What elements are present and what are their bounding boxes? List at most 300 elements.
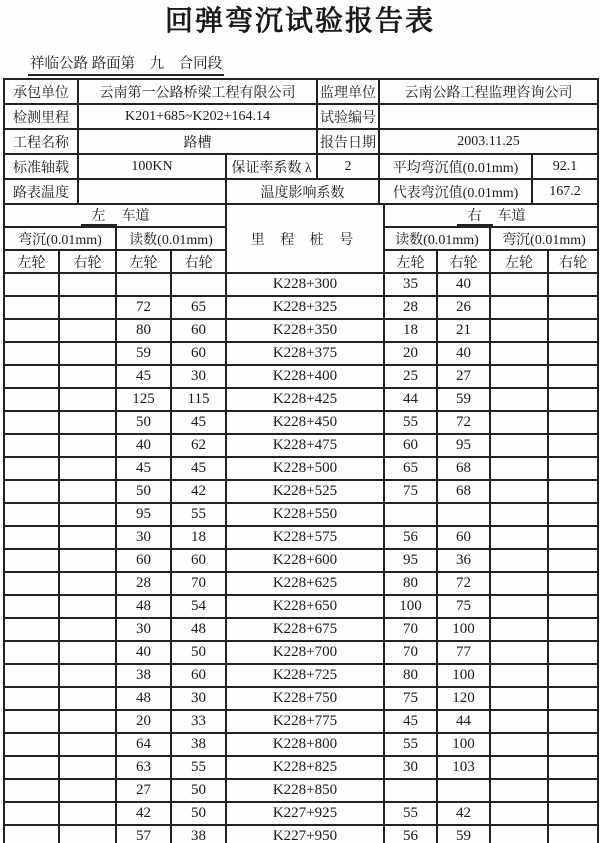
station-cell: K228+675 (226, 618, 384, 641)
reading-cell (59, 503, 116, 526)
reading-cell: 72 (437, 411, 490, 434)
reading-cell: 40 (116, 641, 171, 664)
reading-cell (490, 388, 548, 411)
info-row (4, 179, 598, 204)
test-number-value (379, 104, 598, 129)
data-row (4, 572, 598, 595)
reading-cell (4, 342, 59, 365)
reading-cell (490, 342, 548, 365)
supervision-value: 云南公路工程监理咨询公司 (379, 79, 598, 104)
reading-cell (548, 457, 598, 480)
page-title: 回弹弯沉试验报告表 (164, 6, 435, 37)
reading-cell (59, 664, 116, 687)
reading-cell (490, 733, 548, 756)
reading-cell (490, 641, 548, 664)
reading-cell (59, 342, 116, 365)
reading-cell (59, 733, 116, 756)
reading-cell (384, 503, 437, 526)
reading-cell: 72 (116, 296, 171, 319)
station-cell: K228+300 (226, 273, 384, 296)
reading-cell: 68 (437, 457, 490, 480)
data-row (4, 342, 598, 365)
reading-cell (548, 319, 598, 342)
reading-cell: 60 (171, 549, 226, 572)
reading-cell (548, 687, 598, 710)
data-row (4, 664, 598, 687)
reading-cell (437, 503, 490, 526)
data-row (4, 319, 598, 342)
reading-cell (490, 549, 548, 572)
reading-cell (59, 526, 116, 549)
data-row (4, 825, 598, 843)
reading-cell (548, 664, 598, 687)
project-value: 路槽 (78, 129, 317, 154)
station-cell: K228+825 (226, 756, 384, 779)
reading-cell (490, 503, 548, 526)
station-cell: K228+600 (226, 549, 384, 572)
reading-cell: 27 (116, 779, 171, 802)
reading-cell (548, 480, 598, 503)
reading-cell (548, 526, 598, 549)
reading-cell: 20 (116, 710, 171, 733)
reading-cell: 30 (384, 756, 437, 779)
supervision-label: 监理单位 (317, 79, 379, 104)
contractor-value: 云南第一公路桥梁工程有限公司 (78, 79, 317, 104)
reading-cell: 125 (116, 388, 171, 411)
reading-cell: 45 (171, 411, 226, 434)
reading-cell (548, 342, 598, 365)
mileage-label: 检测里程 (4, 104, 78, 129)
reading-cell (490, 319, 548, 342)
data-row (4, 549, 598, 572)
station-cell: K228+625 (226, 572, 384, 595)
reading-cell (59, 595, 116, 618)
representative-deflection-value: 167.2 (532, 179, 598, 204)
reading-cell (171, 273, 226, 296)
reading-cell: 55 (384, 733, 437, 756)
reading-cell: 56 (384, 526, 437, 549)
station-cell: K228+500 (226, 457, 384, 480)
right-deflection-header: 弯沉(0.01mm) (490, 227, 598, 250)
reading-cell: 100 (384, 595, 437, 618)
data-row (4, 687, 598, 710)
reading-cell (437, 779, 490, 802)
station-cell: K227+925 (226, 802, 384, 825)
reading-cell (59, 480, 116, 503)
left-lane-word: 车道 (121, 209, 150, 224)
reading-cell: 42 (437, 802, 490, 825)
reading-cell (4, 825, 59, 843)
data-row (4, 618, 598, 641)
project-label: 工程名称 (4, 129, 78, 154)
reading-cell: 45 (171, 457, 226, 480)
reading-cell: 70 (384, 618, 437, 641)
reading-cell (59, 802, 116, 825)
assurance-factor-label: 保证率系数 λ (226, 154, 317, 179)
reading-cell (548, 296, 598, 319)
reading-cell: 48 (116, 595, 171, 618)
reading-cell (548, 733, 598, 756)
reading-cell (4, 618, 59, 641)
station-cell: K228+400 (226, 365, 384, 388)
data-row (4, 434, 598, 457)
reading-cell: 35 (384, 273, 437, 296)
report-date-value: 2003.11.25 (379, 129, 598, 154)
reading-cell (4, 503, 59, 526)
reading-cell: 100 (437, 618, 490, 641)
station-cell: K228+725 (226, 664, 384, 687)
data-row (4, 273, 598, 296)
reading-cell (548, 641, 598, 664)
info-row (4, 154, 598, 179)
reading-cell: 60 (171, 319, 226, 342)
reading-cell (4, 802, 59, 825)
station-cell: K228+425 (226, 388, 384, 411)
temp-coefficient-label: 温度影响系数 (226, 179, 379, 204)
reading-cell: 75 (384, 687, 437, 710)
reading-cell (548, 388, 598, 411)
data-row (4, 503, 598, 526)
assurance-factor-value: 2 (317, 154, 379, 179)
reading-cell: 59 (116, 342, 171, 365)
station-cell: K228+850 (226, 779, 384, 802)
reading-cell: 50 (116, 480, 171, 503)
reading-cell (490, 457, 548, 480)
reading-cell (490, 273, 548, 296)
reading-cell: 38 (171, 733, 226, 756)
reading-cell (116, 273, 171, 296)
reading-cell (4, 549, 59, 572)
mileage-value: K201+685~K202+164.14 (78, 104, 317, 129)
reading-cell: 42 (116, 802, 171, 825)
mean-deflection-value: 92.1 (532, 154, 598, 179)
representative-deflection-label: 代表弯沉值(0.01mm) (379, 179, 532, 204)
station-header: 里 程 桩 号 (226, 204, 384, 273)
reading-cell: 75 (384, 480, 437, 503)
reading-cell: 45 (116, 457, 171, 480)
wheel-header: 右轮 (437, 250, 490, 273)
wheel-header: 左轮 (384, 250, 437, 273)
reading-cell: 55 (171, 503, 226, 526)
reading-cell (548, 802, 598, 825)
report-date-label: 报告日期 (317, 129, 379, 154)
station-cell: K228+475 (226, 434, 384, 457)
reading-cell (4, 457, 59, 480)
reading-cell (384, 779, 437, 802)
info-table (3, 78, 599, 205)
data-row (4, 733, 598, 756)
station-cell: K228+800 (226, 733, 384, 756)
reading-cell (59, 687, 116, 710)
reading-cell (490, 802, 548, 825)
reading-cell: 45 (384, 710, 437, 733)
reading-cell (59, 825, 116, 843)
lane-table-body (4, 273, 598, 843)
reading-cell: 60 (171, 342, 226, 365)
reading-cell (490, 480, 548, 503)
reading-cell (490, 825, 548, 843)
data-row (4, 802, 598, 825)
left-lane-header (4, 204, 226, 227)
mean-deflection-label: 平均弯沉值(0.01mm) (379, 154, 532, 179)
station-cell: K228+525 (226, 480, 384, 503)
reading-cell (59, 457, 116, 480)
reading-cell: 60 (116, 549, 171, 572)
reading-cell: 103 (437, 756, 490, 779)
reading-cell (490, 411, 548, 434)
reading-cell: 70 (384, 641, 437, 664)
station-cell: K228+750 (226, 687, 384, 710)
reading-cell: 62 (171, 434, 226, 457)
reading-cell (548, 779, 598, 802)
reading-cell (548, 595, 598, 618)
reading-cell: 30 (171, 687, 226, 710)
left-deflection-header: 弯沉(0.01mm) (4, 227, 116, 250)
axle-load-label: 标准轴载 (4, 154, 78, 179)
reading-cell (59, 710, 116, 733)
reading-cell: 77 (437, 641, 490, 664)
reading-cell: 45 (116, 365, 171, 388)
wheel-header: 左轮 (116, 250, 171, 273)
reading-cell (490, 572, 548, 595)
reading-cell (548, 825, 598, 843)
data-row (4, 641, 598, 664)
reading-cell (59, 779, 116, 802)
reading-cell (4, 273, 59, 296)
reading-cell: 30 (171, 365, 226, 388)
reading-cell (4, 388, 59, 411)
reading-cell (548, 411, 598, 434)
reading-cell: 65 (384, 457, 437, 480)
reading-cell: 40 (116, 434, 171, 457)
reading-cell (548, 503, 598, 526)
reading-cell (548, 618, 598, 641)
reading-cell (4, 710, 59, 733)
reading-cell: 68 (437, 480, 490, 503)
reading-cell (490, 756, 548, 779)
reading-cell (490, 618, 548, 641)
reading-cell: 120 (437, 687, 490, 710)
reading-cell: 28 (116, 572, 171, 595)
left-reading-header: 读数(0.01mm) (116, 227, 226, 250)
reading-cell (4, 779, 59, 802)
reading-cell: 50 (116, 411, 171, 434)
contractor-label: 承包单位 (4, 79, 78, 104)
reading-cell: 21 (437, 319, 490, 342)
reading-cell (548, 549, 598, 572)
reading-cell: 59 (437, 825, 490, 843)
axle-load-value: 100KN (78, 154, 226, 179)
reading-cell: 95 (116, 503, 171, 526)
reading-cell: 95 (437, 434, 490, 457)
reading-cell: 48 (171, 618, 226, 641)
lane-header-row (4, 204, 598, 227)
reading-cell (4, 296, 59, 319)
reading-cell: 25 (384, 365, 437, 388)
info-row (4, 79, 598, 104)
section-subtitle: 祥临公路 路面第 九 合同段 (28, 52, 224, 76)
reading-cell (59, 388, 116, 411)
reading-cell (4, 526, 59, 549)
data-row (4, 710, 598, 733)
station-cell: K228+700 (226, 641, 384, 664)
station-cell: K228+575 (226, 526, 384, 549)
reading-cell: 27 (437, 365, 490, 388)
right-reading-header: 读数(0.01mm) (384, 227, 490, 250)
data-row (4, 526, 598, 549)
reading-cell (4, 641, 59, 664)
data-row (4, 457, 598, 480)
left-lane-blank: 左 (81, 209, 117, 226)
reading-cell: 55 (384, 411, 437, 434)
reading-cell: 18 (171, 526, 226, 549)
reading-cell: 60 (171, 664, 226, 687)
station-cell: K228+775 (226, 710, 384, 733)
right-lane-blank: 右 (457, 209, 493, 226)
wheel-header: 右轮 (59, 250, 116, 273)
reading-cell: 80 (116, 319, 171, 342)
reading-cell (59, 296, 116, 319)
reading-cell (490, 779, 548, 802)
reading-cell (59, 641, 116, 664)
reading-cell (4, 480, 59, 503)
reading-cell (4, 411, 59, 434)
reading-cell: 54 (171, 595, 226, 618)
reading-cell: 59 (437, 388, 490, 411)
reading-cell (59, 365, 116, 388)
reading-cell: 28 (384, 296, 437, 319)
reading-cell: 20 (384, 342, 437, 365)
reading-cell: 26 (437, 296, 490, 319)
reading-cell: 75 (437, 595, 490, 618)
reading-cell (490, 365, 548, 388)
right-lane-word: 车道 (497, 209, 526, 224)
reading-cell: 50 (171, 779, 226, 802)
reading-cell (4, 733, 59, 756)
reading-cell: 38 (116, 664, 171, 687)
reading-cell (490, 526, 548, 549)
reading-cell (548, 572, 598, 595)
reading-cell: 72 (437, 572, 490, 595)
reading-cell: 38 (171, 825, 226, 843)
station-cell: K228+375 (226, 342, 384, 365)
reading-cell (4, 365, 59, 388)
wheel-header: 右轮 (171, 250, 226, 273)
reading-cell: 42 (171, 480, 226, 503)
reading-cell (4, 319, 59, 342)
reading-cell: 60 (384, 434, 437, 457)
reading-cell (490, 664, 548, 687)
test-number-label: 试验编号 (317, 104, 379, 129)
reading-cell (4, 687, 59, 710)
reading-cell (490, 434, 548, 457)
subtitle-row (28, 52, 600, 74)
data-row (4, 296, 598, 319)
reading-cell: 50 (171, 802, 226, 825)
data-row (4, 411, 598, 434)
reading-cell: 40 (437, 342, 490, 365)
reading-cell: 115 (171, 388, 226, 411)
reading-cell (59, 756, 116, 779)
reading-cell (548, 710, 598, 733)
reading-cell: 60 (437, 526, 490, 549)
reading-cell: 30 (116, 526, 171, 549)
station-cell: K228+550 (226, 503, 384, 526)
data-row (4, 779, 598, 802)
reading-cell (59, 618, 116, 641)
surface-temp-label: 路表温度 (4, 179, 78, 204)
reading-cell: 64 (116, 733, 171, 756)
reading-cell: 55 (171, 756, 226, 779)
reading-cell: 50 (171, 641, 226, 664)
station-cell: K228+325 (226, 296, 384, 319)
reading-cell (490, 687, 548, 710)
reading-cell (59, 319, 116, 342)
reading-cell: 100 (437, 664, 490, 687)
deflection-table (3, 203, 599, 843)
reading-cell (548, 273, 598, 296)
reading-cell: 56 (384, 825, 437, 843)
station-cell: K228+350 (226, 319, 384, 342)
reading-cell (548, 756, 598, 779)
reading-cell (4, 756, 59, 779)
reading-cell (59, 572, 116, 595)
station-cell: K227+950 (226, 825, 384, 843)
right-lane-header (384, 204, 598, 227)
data-row (4, 388, 598, 411)
reading-cell (548, 434, 598, 457)
reading-cell: 55 (384, 802, 437, 825)
reading-cell: 63 (116, 756, 171, 779)
station-cell: K228+450 (226, 411, 384, 434)
info-row (4, 129, 598, 154)
wheel-header: 左轮 (490, 250, 548, 273)
data-row (4, 756, 598, 779)
reading-cell (490, 710, 548, 733)
reading-cell: 100 (437, 733, 490, 756)
reading-cell: 80 (384, 572, 437, 595)
reading-cell (59, 549, 116, 572)
reading-cell: 95 (384, 549, 437, 572)
info-row (4, 104, 598, 129)
wheel-header: 右轮 (548, 250, 598, 273)
reading-cell (4, 595, 59, 618)
wheel-header: 左轮 (4, 250, 59, 273)
reading-cell: 70 (171, 572, 226, 595)
reading-cell (4, 572, 59, 595)
reading-cell: 65 (171, 296, 226, 319)
station-cell: K228+650 (226, 595, 384, 618)
reading-cell: 48 (116, 687, 171, 710)
reading-cell (59, 273, 116, 296)
reading-cell: 57 (116, 825, 171, 843)
reading-cell: 36 (437, 549, 490, 572)
reading-cell (4, 664, 59, 687)
data-row (4, 480, 598, 503)
reading-cell (548, 365, 598, 388)
data-row (4, 365, 598, 388)
reading-cell (490, 296, 548, 319)
reading-cell (59, 434, 116, 457)
reading-cell: 80 (384, 664, 437, 687)
reading-cell: 30 (116, 618, 171, 641)
reading-cell: 44 (437, 710, 490, 733)
reading-cell (59, 411, 116, 434)
reading-cell: 33 (171, 710, 226, 733)
reading-cell: 44 (384, 388, 437, 411)
reading-cell (4, 434, 59, 457)
reading-cell: 18 (384, 319, 437, 342)
